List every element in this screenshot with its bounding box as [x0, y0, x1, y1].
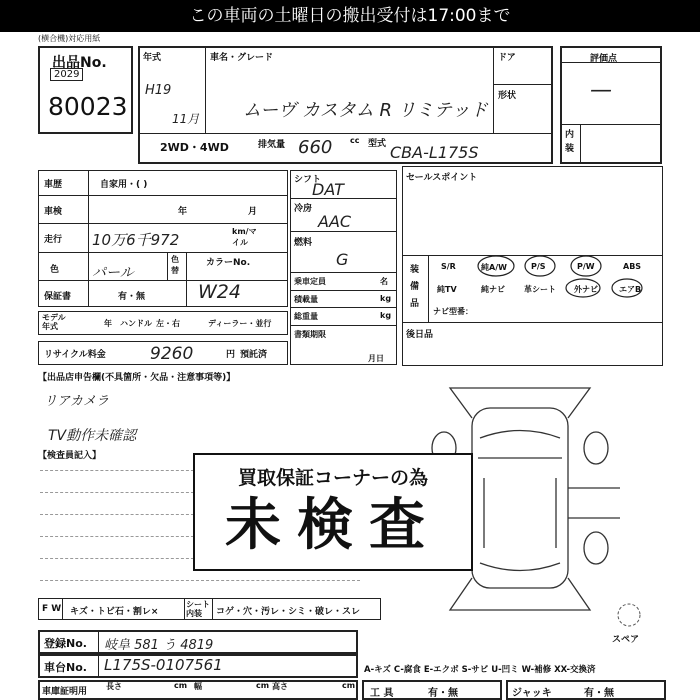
not-inspected-stamp — [193, 453, 473, 571]
cert-cm3: cm — [342, 681, 356, 690]
color-code-label: カラーNo. — [206, 258, 251, 268]
dealer-options: ディーラー・並行 — [208, 319, 272, 328]
afterday-label: 後日品 — [406, 330, 434, 340]
load-unit: kg — [380, 294, 392, 303]
shape-label: 形状 — [498, 91, 517, 101]
capacity-unit: 名 — [380, 277, 388, 286]
equip-pw: P/W — [577, 262, 595, 271]
equip-abs: ABS — [623, 262, 642, 271]
tools-options: 有・無 — [428, 688, 458, 699]
recycle-label: リサイクル料金 — [44, 350, 106, 360]
stamp-line1: 買取保証コーナーの為 — [237, 467, 428, 489]
cert-length: 長さ — [106, 682, 122, 691]
inspection-month: 月 — [248, 207, 258, 217]
sales-point-label: セールスポイント — [406, 173, 478, 183]
color-code-value: W24 — [198, 281, 241, 303]
docs-unit: 月日 — [368, 354, 384, 363]
equipment-circles — [460, 250, 660, 300]
equip-airbag: エアB — [619, 285, 642, 294]
jack-label: ジャッキ — [512, 688, 552, 699]
declaration-line1: リアカメラ — [44, 394, 109, 409]
history-label: 車歴 — [44, 180, 63, 190]
equipment-label: 装備品 — [410, 265, 420, 309]
model-year-unit: 年 — [104, 319, 112, 328]
lot-label: 出品No. — [52, 55, 107, 71]
recycle-unit: 円 — [226, 350, 236, 360]
color-change-label: 色替 — [171, 255, 179, 275]
cc-unit: cc — [350, 136, 360, 145]
name-grade-label: 車名・グレード — [210, 53, 274, 63]
garage-cert-label: 車庫証明用 — [42, 687, 88, 697]
shift-label: シフト — [294, 175, 322, 185]
chassis-label: 車台No. — [44, 661, 87, 674]
warranty-label: 保証書 — [44, 292, 72, 302]
handle-options: 左・右 — [156, 319, 180, 328]
equip-leather: 革シート — [524, 285, 556, 294]
equip-aw: 純A/W — [481, 263, 507, 272]
recycle-value: 9260 — [150, 344, 194, 364]
recycle-deposited: 預託済 — [240, 350, 268, 360]
equip-sr: S/R — [441, 262, 456, 271]
color-label: 色 — [50, 265, 60, 275]
warranty-options: 有・無 — [118, 292, 146, 302]
load-label: 積載量 — [294, 295, 318, 304]
cert-height: 高さ — [272, 682, 288, 691]
name-grade-value: ムーヴ カスタム R リミテッド — [243, 100, 488, 121]
model-label: 型式 — [368, 139, 387, 149]
tools-label: 工 具 — [370, 688, 394, 699]
inspector-label: 【検査員記入】 — [38, 451, 102, 461]
weight-label: 総重量 — [294, 312, 318, 321]
grade-value: — — [590, 78, 612, 103]
lot-box — [38, 46, 133, 134]
year-label: 年式 — [143, 53, 162, 63]
equip-ps: P/S — [531, 262, 546, 271]
registration-label: 登録No. — [44, 637, 87, 650]
interior-label: 内装 — [565, 130, 575, 154]
mileage-label: 走行 — [44, 235, 63, 245]
fuel-value: G — [336, 250, 349, 269]
aircon-value: AAC — [318, 212, 352, 231]
weight-unit: kg — [380, 311, 392, 320]
shift-value: DAT — [312, 180, 344, 199]
displacement-value: 660 — [298, 137, 333, 158]
model-value: CBA-L175S — [390, 143, 479, 162]
fw-text1: キズ・トビ石・割レ× — [70, 607, 159, 617]
door-label: ドア — [498, 53, 516, 63]
fw-label: F W — [42, 604, 62, 614]
spare-label: スペア — [612, 635, 640, 645]
registration-value: 岐阜 581 う 4819 — [104, 638, 214, 653]
declaration-label: 【出品店申告欄(不具箇所・欠品・注意事項等)】 — [38, 373, 236, 383]
capacity-label: 乗車定員 — [294, 277, 326, 286]
cert-cm1: cm — [174, 681, 188, 690]
drive-type: 2WD・4WD — [160, 141, 229, 154]
jack-options: 有・無 — [584, 688, 614, 699]
fw-seat-label: シート内装 — [186, 600, 210, 618]
handle-label: ハンドル — [120, 319, 152, 328]
form-type-note: (横合機)対応用紙 — [38, 34, 101, 43]
equip-ext-navi: 外ナビ — [574, 285, 598, 294]
mileage-unit: km/マイル — [232, 227, 257, 247]
aircon-label: 冷房 — [294, 204, 313, 214]
top-banner: この車両の土曜日の搬出受付は17:00まで — [0, 0, 700, 32]
equip-navi: 純ナビ — [481, 285, 505, 294]
declaration-line2: TV動作未確認 — [48, 428, 137, 444]
stamp-line2: 未検査 — [225, 493, 441, 558]
fuel-label: 燃料 — [294, 238, 313, 248]
inspection-year: 年 — [178, 207, 188, 217]
history-options: 自家用・( ) — [100, 180, 148, 190]
damage-legend: A-キズ C-腐食 E-エクボ S-サビ U-凹ミ W-補修 XX-交換済 — [364, 665, 596, 675]
lot-number: 80023 — [48, 92, 128, 121]
equip-tv: 純TV — [437, 285, 457, 294]
month-value: 11月 — [172, 112, 200, 126]
navi-model-label: ナビ型番： — [433, 307, 473, 316]
year-value: H19 — [145, 83, 172, 98]
color-value: パール — [92, 265, 134, 281]
cert-cm2: cm — [256, 681, 270, 690]
mileage-value: 10万6千972 — [92, 231, 180, 249]
lot-small-number: 2029 — [50, 68, 83, 81]
model-year-label: モデル年式 — [42, 313, 66, 331]
cert-width: 幅 — [194, 682, 202, 691]
inspection-label: 車検 — [44, 207, 63, 217]
spare-tire-icon — [614, 600, 644, 630]
grade-label: 評価点 — [590, 54, 618, 64]
docs-label: 書類期限 — [294, 330, 326, 339]
displacement-label: 排気量 — [258, 140, 286, 150]
chassis-value: L175S-0107561 — [104, 656, 223, 674]
fw-text2: コゲ・穴・汚レ・シミ・破レ・スレ — [216, 607, 361, 617]
